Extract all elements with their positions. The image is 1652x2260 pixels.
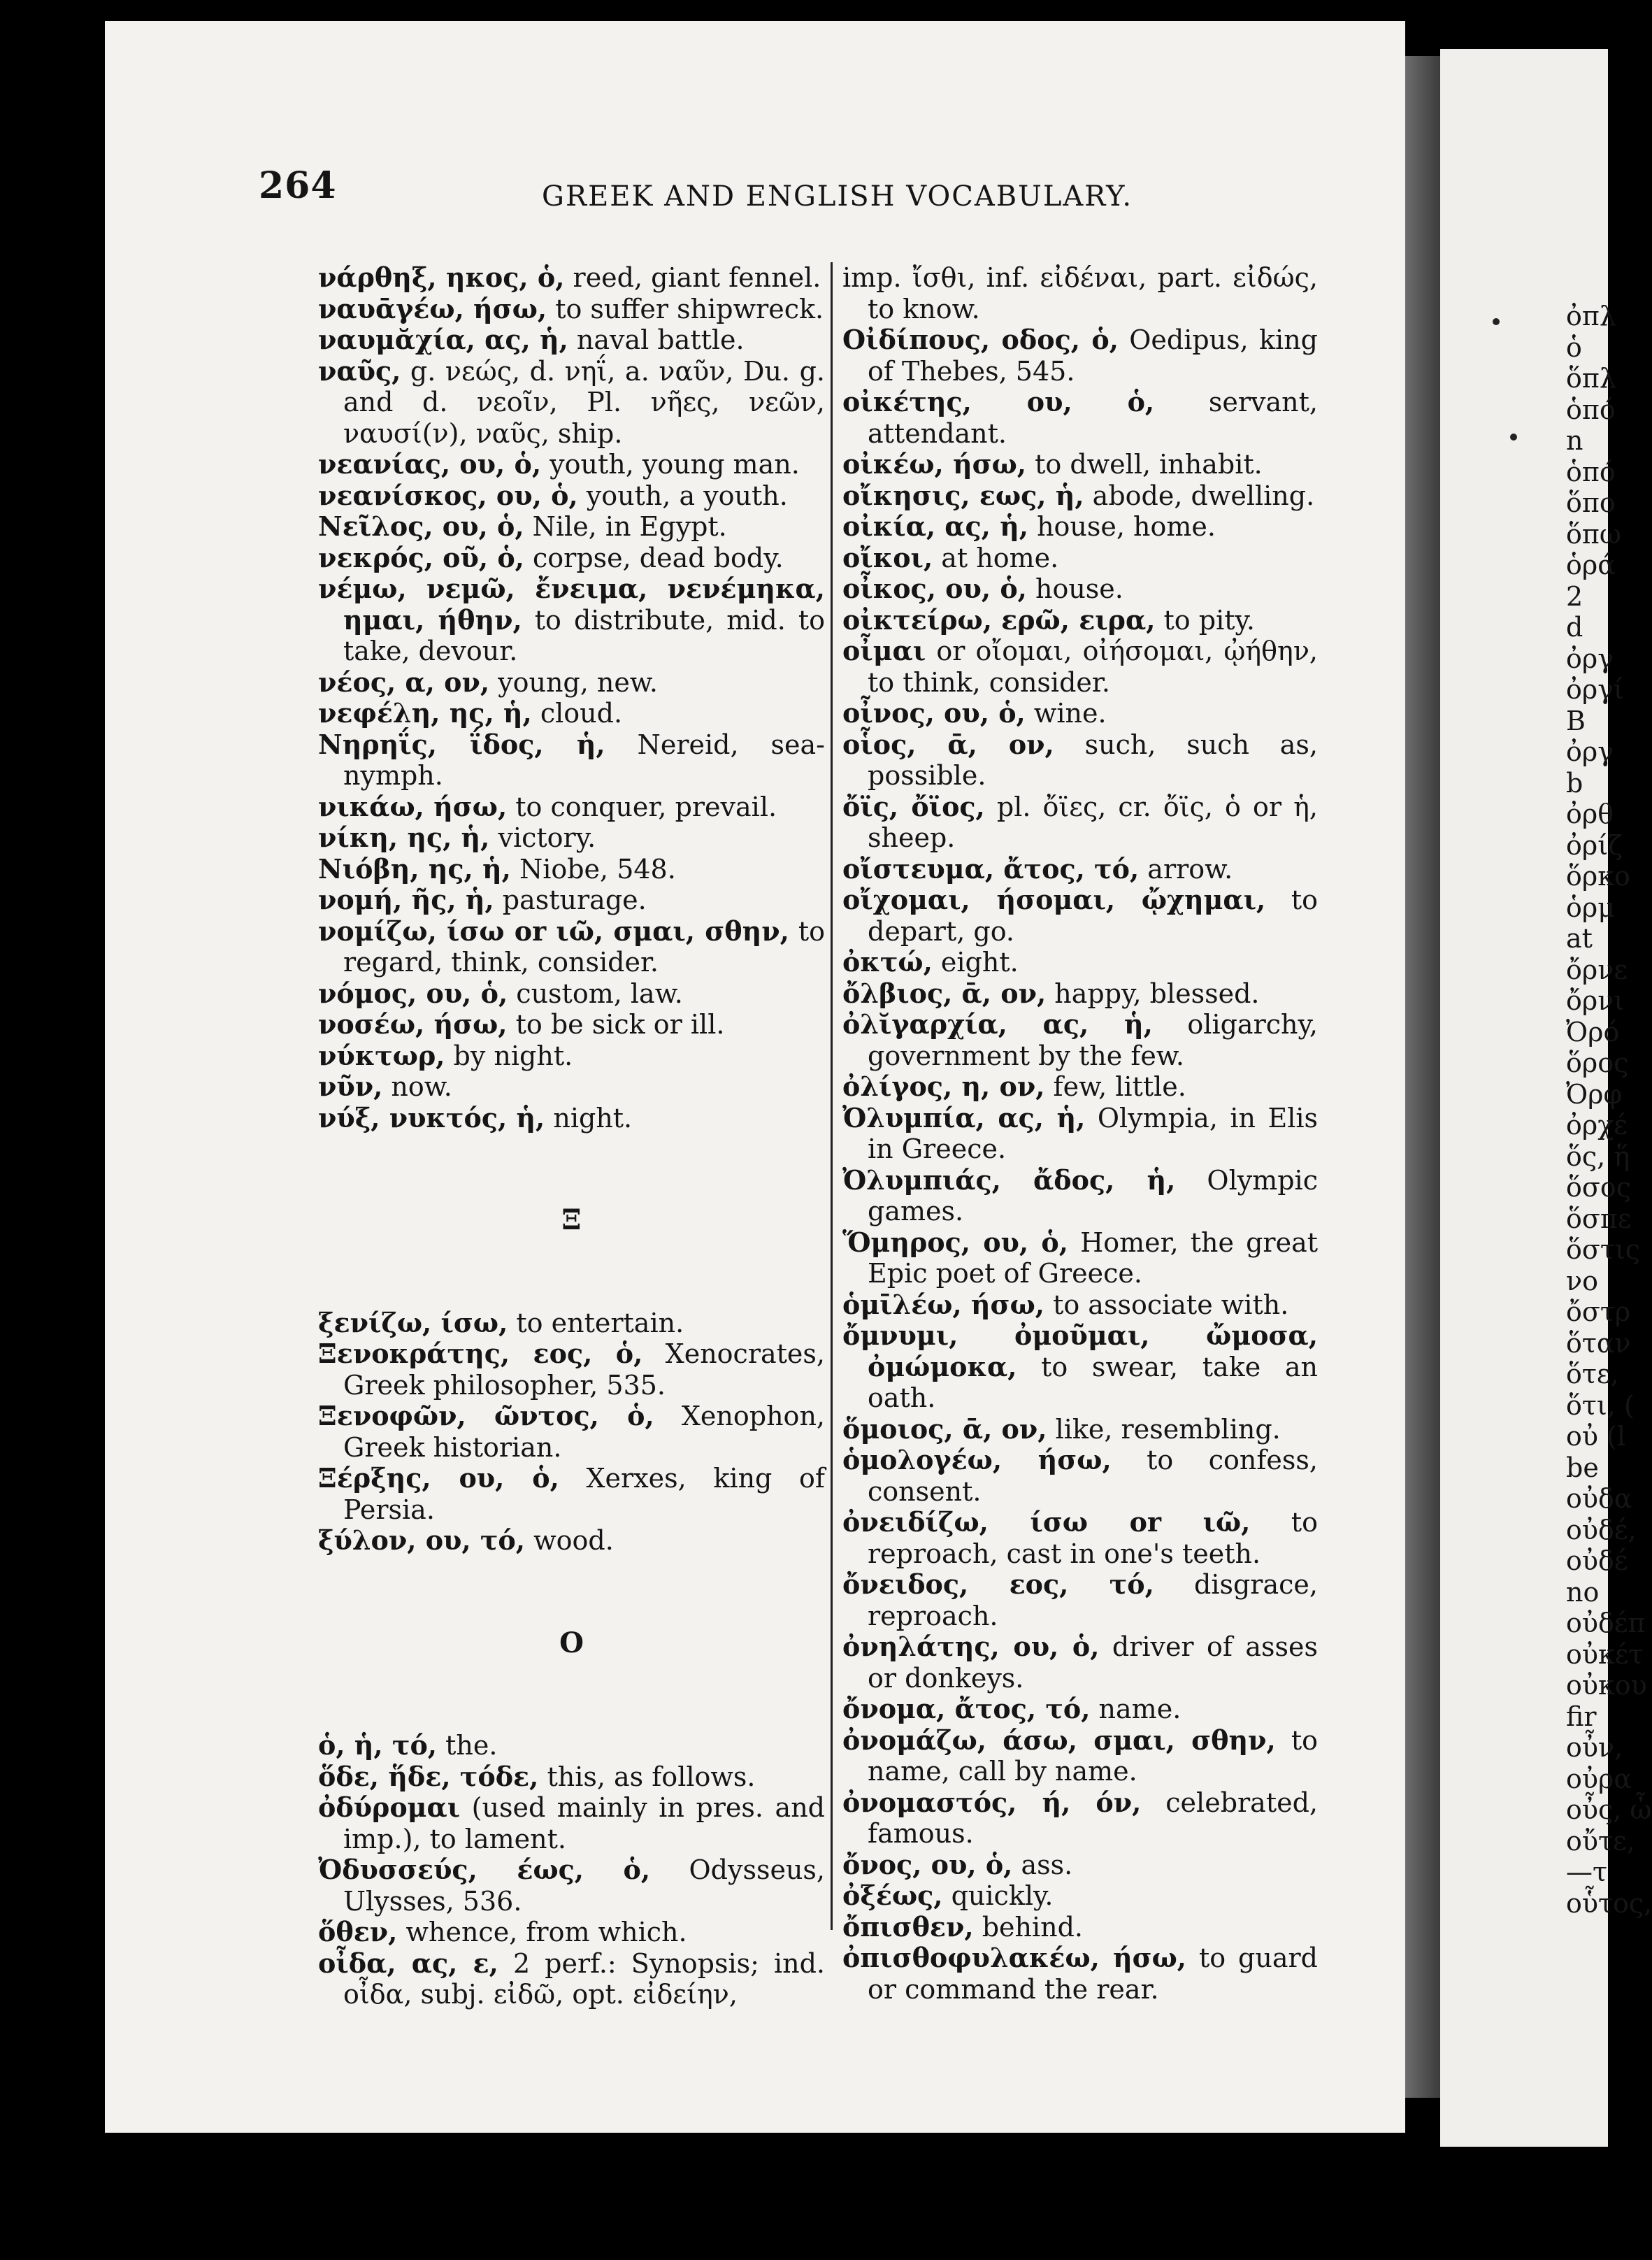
entry-definition: ass. [1012,1849,1073,1880]
facing-page-fragment: ὅταν [1566,1327,1631,1359]
entry-definition: Oedipus, king of Thebes, 545. [868,324,1318,387]
entry-definition: celebrated, famous. [868,1787,1318,1849]
entry-headword: ὄμνυμι, ὀμοῦμαι, ὤμοσα, ὀμώμοκα, [842,1319,1318,1382]
entry-headword: Νιόβη, ης, ἡ, [318,852,511,885]
entry-definition: wood. [525,1525,614,1556]
facing-page-fragment: οὐδέπ [1566,1608,1646,1638]
entry-headword: ὀνειδίζω, ίσω or ιῶ, [842,1506,1251,1538]
entry-headword: ὀκτώ, [842,946,933,978]
entry-definition: by night. [445,1040,573,1071]
entry-headword: νεανίσκος, ου, ὁ, [318,479,578,511]
entry-definition: oligarchy, government by the few. [868,1009,1318,1071]
entry-definition: name. [1090,1694,1181,1724]
entry-definition: youth, young man. [541,449,800,480]
facing-page-fragment: οὐδέ, [1566,1514,1637,1545]
vocab-entry [842,854,1318,885]
entry-definition: now. [382,1071,452,1102]
entry-list-nu [318,262,825,1133]
entry-definition: to dwell, inhabit. [1026,449,1263,480]
vocab-entry [842,1103,1318,1165]
vocab-entry [318,1761,825,1793]
entry-headword: νεκρός, οῦ, ὁ, [318,541,524,573]
entry-headword: νέος, α, ον, [318,666,490,698]
entry-headword: νύκτωρ, [318,1039,445,1071]
entry-headword: οἴστευμα, ἄτος, τό, [842,852,1140,885]
vocab-entry [842,449,1318,480]
vocab-entry [318,294,825,325]
facing-page-fragment: οὖν, [1566,1732,1623,1763]
facing-page-fragment: οὖς, ὦ [1566,1794,1652,1825]
facing-page-fragment: ὄρνε [1566,954,1628,985]
vocab-entry [842,1850,1318,1881]
vocab-entry [318,1525,825,1557]
entry-headword: νῦν, [318,1071,383,1102]
vocab-entry [842,698,1318,729]
facing-page-fragment: οὗτος, [1566,1887,1652,1919]
entry-definition: custom, law. [508,978,683,1009]
facing-page-fragment: no [1566,1576,1600,1608]
gutter-shadow [1405,56,1440,2098]
entry-definition: this, as follows. [538,1761,756,1792]
vocab-entry [842,1009,1318,1071]
entry-definition: reed, giant fennel. [564,262,821,293]
vocab-entry [842,1445,1318,1507]
entry-headword: νόμος, ου, ὁ, [318,977,508,1009]
entry-definition: imp. ἴσθι, inf. εἰδέναι, part. εἰδώς, to know. [842,262,1318,324]
facing-page-fragment: ὅπλ [1566,363,1616,394]
entry-definition: wine. [1025,698,1107,729]
facing-page-fragments [1566,301,1652,1919]
facing-page-fragment: 2 [1566,580,1583,612]
entry-headword: ὅδε, ἥδε, τόδε, [318,1760,539,1792]
vocab-entry [318,792,825,823]
entry-headword: ναυμᾰχία, ας, ἡ, [318,324,568,355]
facing-page-fragment: ὀργί [1566,674,1624,705]
entry-headword: ὀπισθοφυλακέω, ήσω, [842,1942,1187,1973]
entry-headword: νεανίας, ου, ὁ, [318,448,542,480]
vocab-entry [318,449,825,480]
vocab-entry [842,1071,1318,1103]
entry-headword: Ξενοφῶν, ῶντος, ὁ, [318,1400,654,1431]
entry-definition: naval battle. [568,324,745,355]
entry-definition: Olympia, in Elis in Greece. [868,1102,1319,1164]
entry-definition: Nile, in Egypt. [524,511,727,542]
vocab-entry [318,667,825,699]
vocab-entry [318,1040,825,1072]
facing-page-fragment: ὁρμ [1566,892,1615,923]
entry-definition: corpse, dead body. [524,542,784,573]
running-head: GREEK AND ENGLISH VOCABULARY. [542,180,1133,213]
entry-headword: ὄνομα, ἄτος, τό, [842,1693,1091,1724]
entry-definition: few, little. [1044,1071,1186,1102]
page-number: 264 [259,164,337,207]
vocab-entry [842,1569,1318,1631]
vocab-entry [842,947,1318,978]
entry-headword: οἰκέτης, ου, ὁ, [842,386,1155,417]
vocab-entry [318,916,825,978]
vocab-entry [318,1009,825,1040]
vocab-entry [842,636,1318,698]
entry-definition: young, new. [489,666,658,698]
entry-headword: οἴκοι, [842,541,933,573]
vocab-entry [842,573,1318,605]
entry-definition: victory. [489,822,596,853]
entry-headword: Οἰδίπους, οδος, ὁ, [842,324,1119,355]
vocab-entry [318,698,825,729]
entry-headword: ὄνειδος, εος, τό, [842,1568,1154,1600]
entry-headword: ὀδύρομαι [318,1791,461,1823]
entry-headword: ὅμοιος, ᾱ, ον, [842,1412,1047,1445]
facing-page-fragment: ὁ [1566,331,1582,363]
entry-headword: Ὀδυσσεύς, έως, ὁ, [318,1854,651,1885]
entry-headword: Ὀλυμπία, ας, ἡ, [842,1101,1086,1133]
speck-mark [1493,318,1500,325]
vocab-entry [842,605,1318,636]
entry-headword: οἰκέω, ήσω, [842,448,1027,480]
entry-definition: Xenophon, Greek historian. [343,1401,825,1463]
entry-headword: Νεῖλος, ου, ὁ, [318,510,524,542]
facing-page-fragment: ὅρος [1566,1047,1629,1078]
facing-page-fragment: οὔτε, [1566,1825,1635,1857]
entry-definition: to pity. [1155,604,1255,636]
entry-list-xi [318,1308,825,1557]
facing-page-fragment: ὀρίζ [1566,829,1623,861]
entry-definition: Nereid, sea-nymph. [343,729,825,791]
facing-page-fragment: ὀργ [1566,643,1614,674]
vocab-entry [842,1507,1318,1569]
column-divider [831,262,833,1930]
entry-definition: to entertain. [508,1307,684,1338]
entry-headword: ὁμῑλέω, ήσω, [842,1288,1044,1320]
entry-headword: οἶδα, ας, ε, [318,1947,498,1979]
entry-headword: νομίζω, ίσω or ιῶ, σμαι, σθην, [318,915,789,947]
vocab-entry [318,1854,825,1917]
entry-headword: ναυᾱγέω, ήσω, [318,292,547,324]
facing-page-fragment: d [1566,612,1583,643]
entry-headword: ὀνομαστός, ή, όν, [842,1786,1142,1818]
facing-page-fragment: ὁρά [1566,550,1616,580]
entry-definition: like, resembling. [1047,1413,1281,1445]
vocab-entry [842,1414,1318,1445]
entry-headword: νεφέλη, ης, ἡ, [318,697,532,729]
entry-headword: Ξέρξης, ου, ὁ, [318,1462,559,1494]
entry-definition: (used mainly in pres. and imp.), to lament. [343,1792,825,1854]
facing-page-fragment: ὁπό [1566,394,1616,425]
entry-headword: ὀνηλάτης, ου, ὁ, [842,1631,1100,1662]
vocab-entry [318,1071,825,1103]
vocab-entry [318,1917,825,1948]
vocab-entry [318,729,825,792]
vocab-entry [318,356,825,450]
vocab-entry [842,1165,1318,1227]
entry-definition: quickly. [942,1880,1054,1911]
entry-headword: ὀνομάζω, άσω, σμαι, σθην, [842,1724,1276,1756]
entry-definition: to conquer, prevail. [507,791,777,822]
entry-definition: Odysseus, Ulysses, 536. [343,1854,825,1917]
facing-page-fragment: Ὀρό [1566,1016,1620,1047]
vocab-entry [842,729,1318,792]
vocab-entry [842,1912,1318,1943]
facing-page-fragment: ὀρχέ [1566,1110,1628,1140]
entry-headword: ὁμολογέω, ήσω, [842,1444,1112,1475]
vocab-entry [842,1880,1318,1912]
entry-headword: οἴκησις, εως, ἡ, [842,479,1084,511]
facing-page-fragment: ὀπλ [1566,301,1616,331]
facing-page-fragment: ὅστις [1566,1234,1641,1265]
vocab-entry [842,262,1318,324]
entry-definition: pl. ὄϊες, cr. ὄϊς, ὁ or ἡ, sheep. [868,791,1318,853]
entry-definition: such, such as, possible. [868,729,1318,791]
facing-page-fragment: οὐκέτ [1566,1638,1644,1670]
facing-page-fragment: B [1566,705,1586,736]
entry-definition: cloud. [531,698,623,729]
entry-headword: Ὀλυμπιάς, ἄδος, ἡ, [842,1164,1176,1196]
vocab-entry [318,885,825,916]
vocab-entry [318,854,825,885]
vocab-entry [842,1725,1318,1787]
facing-page-fragment: fir [1566,1701,1597,1732]
entry-headword: ὀξέως, [842,1880,943,1911]
entry-definition: or οἴομαι, οἰήσομαι, ᾠήθην, to think, consider. [868,636,1318,698]
entry-definition: abode, dwelling. [1084,480,1315,511]
entry-headword: ὄπισθεν, [842,1910,974,1943]
vocab-entry [842,792,1318,854]
vocab-entry [842,978,1318,1010]
entry-definition: to guard or command the rear. [868,1943,1318,2005]
section-letter-o: O [559,1626,584,1659]
entry-headword: ὀλῐγαρχία, ας, ἡ, [842,1008,1153,1040]
entry-definition: eight. [932,947,1019,978]
entry-definition: servant, attendant. [868,387,1319,449]
facing-page-fragment: ὅς, ἥ [1566,1140,1630,1172]
vocab-entry [318,822,825,854]
vocab-entry [318,543,825,574]
entry-definition: the. [437,1730,498,1761]
vocab-entry [318,1463,825,1525]
entry-definition: to confess, consent. [868,1445,1318,1507]
entry-definition: at home. [933,542,1059,573]
entry-definition: to depart, go. [868,885,1318,947]
facing-page-fragment: n [1566,425,1583,456]
entry-headword: οἴχομαι, ήσομαι, ᾤχημαι, [842,884,1266,915]
facing-page-fragment: ὀργ [1566,736,1614,767]
entry-definition: to reproach, cast in one's teeth. [868,1507,1319,1569]
entry-headword: ναῦς, [318,355,401,387]
entry-definition: arrow. [1139,853,1233,885]
facing-page-fragment: νο [1566,1265,1598,1296]
facing-page-fragment: ὁπό [1566,456,1616,487]
facing-page-fragment: οὐ (l [1566,1421,1626,1452]
entry-headword: ὄνος, ου, ὁ, [842,1848,1013,1880]
vocab-entry [842,324,1318,387]
facing-page-fragment: b [1566,767,1583,799]
entry-definition: to associate with. [1044,1289,1289,1320]
facing-page-fragment: ὅτι, ( [1566,1389,1635,1421]
entry-definition: house, home. [1028,511,1216,542]
vocab-entry [318,1338,825,1401]
entry-headword: οἶκος, ου, ὁ, [842,573,1027,604]
entry-headword: ὄλβιος, ᾱ, ον, [842,977,1047,1009]
entry-definition: happy, blessed. [1046,978,1260,1009]
facing-page-fragment: —τ [1566,1857,1608,1887]
facing-page-fragment: at [1566,923,1593,954]
entry-definition: house. [1026,573,1123,604]
entry-headword: ὅθεν, [318,1916,398,1947]
entry-headword: νίκη, ης, ἡ, [318,822,490,853]
entry-headword: Νηρηΐς, ΐδος, ἡ, [318,728,605,760]
facing-page-fragment: ὄρνι [1566,985,1625,1016]
entry-headword: ξύλον, ου, τό, [318,1524,526,1556]
entry-headword: ξενίζω, ίσω, [318,1306,508,1338]
entry-definition: to suffer shipwreck. [547,293,824,324]
vocab-entry [318,324,825,356]
entry-headword: οἰκτείρω, ερῶ, ειρα, [842,603,1156,636]
vocab-entry [842,885,1318,947]
entry-definition: Niobe, 548. [510,853,676,885]
entry-headword: νομή, ῆς, ἡ, [318,884,494,915]
facing-page-fragment: οὐδα [1566,1483,1632,1514]
entry-definition: 2 perf.: Synopsis; ind. οἶδα, subj. εἰδῶ, opt. εἰδείην, [343,1947,825,2010]
entry-definition: to be sick or ill. [507,1009,725,1040]
vocab-entry [842,1631,1318,1694]
vocab-entry [318,1103,825,1134]
entry-headword: νύξ, νυκτός, ἡ, [318,1101,545,1133]
vocab-entry [318,1792,825,1854]
section-letter-xi: Ξ [561,1203,582,1236]
vocab-entry [842,543,1318,574]
facing-page-fragment: ὅρκο [1566,861,1630,892]
entry-headword: οἶμαι [842,635,926,666]
entry-headword: ὀλίγος, η, ον, [842,1071,1045,1102]
entry-definition: to distribute, mid. to take, devour. [343,604,825,666]
entry-headword: ὄϊς, ὄϊος, [842,790,985,822]
entry-list-o-continued [842,262,1318,2005]
entry-list-o [318,1730,825,2010]
facing-page-fragment: οὐρα [1566,1763,1632,1794]
entry-definition: Xenocrates, Greek philosopher, 535. [343,1338,825,1401]
entry-definition: g. νεώς, d. νηΐ, a. ναῦν, Du. g. and d. νεοῖν, Pl. νῆες, νεῶν, ναυσί(ν), ναῦς, ship. [343,355,825,449]
vocab-entry [318,1948,825,2010]
speck-mark [1510,434,1517,441]
facing-page-fragment: οὐδέ [1566,1545,1628,1576]
vocab-entry [842,1943,1318,2005]
entry-definition: night. [545,1102,633,1133]
entry-headword: Ξενοκράτης, εος, ὁ, [318,1338,643,1369]
vocab-entry [318,511,825,543]
entry-definition: Xerxes, king of Persia. [343,1463,825,1525]
vocab-entry [318,978,825,1010]
vocab-entry [318,1308,825,1339]
facing-page-fragment: ὅσπε [1566,1203,1632,1234]
left-column [318,262,825,2010]
facing-page-fragment: ὅπω [1566,518,1621,550]
entry-definition: Homer, the great Epic poet of Greece. [868,1226,1318,1289]
entry-headword: νάρθηξ, ηκος, ὁ, [318,262,565,293]
entry-definition: whence, from which. [397,1917,687,1947]
entry-headword: ὁ, ἡ, τό, [318,1729,438,1761]
entry-definition: disgrace, reproach. [868,1569,1318,1631]
entry-definition: behind. [973,1911,1084,1943]
facing-page-fragment: ὄστρ [1566,1296,1631,1327]
vocab-entry [318,262,825,294]
facing-page-fragment: be [1566,1452,1599,1483]
facing-page-fragment: οὐκου [1566,1670,1647,1701]
vocab-entry [842,1694,1318,1725]
entry-definition: to name, call by name. [868,1724,1319,1787]
entry-headword: νικάω, ήσω, [318,790,508,822]
entry-definition: pasturage. [494,885,647,915]
facing-page-fragment: Ὀρφ [1566,1078,1623,1110]
entry-headword: νέμω, νεμῶ, ἔνειμα, νενέμηκα, ημαι, ήθην, [318,573,825,636]
right-column [842,262,1318,2005]
vocab-entry [318,573,825,667]
vocab-entry [842,480,1318,512]
vocab-entry [842,1289,1318,1321]
vocab-entry [318,1730,825,1761]
facing-page-fragment: ὅπο [1566,487,1616,518]
entry-definition: driver of asses or donkeys. [868,1631,1318,1694]
vocab-entry [842,387,1318,449]
entry-headword: νοσέω, ήσω, [318,1008,508,1040]
facing-page-fragment: ὅσος [1566,1172,1631,1203]
facing-page-fragment: ὀρθ [1566,799,1614,829]
vocab-entry [842,511,1318,543]
vocab-entry [318,1401,825,1463]
entry-headword: οἰκία, ας, ἡ, [842,510,1028,542]
vocab-entry [842,1227,1318,1289]
entry-definition: Olympic games. [868,1164,1318,1226]
facing-page-fragment: ὅτε, [1566,1359,1619,1389]
vocab-entry [318,480,825,512]
entry-headword: Ὅμηρος, ου, ὁ, [842,1226,1068,1258]
vocab-entry [842,1320,1318,1414]
entry-definition: youth, a youth. [577,480,788,511]
entry-definition: to regard, think, consider. [343,915,825,978]
vocab-entry [842,1787,1318,1850]
entry-definition: to swear, take an oath. [868,1351,1318,1413]
entry-headword: οἷος, ᾱ, ον, [842,728,1054,760]
entry-headword: οἶνος, ου, ὁ, [842,697,1026,729]
